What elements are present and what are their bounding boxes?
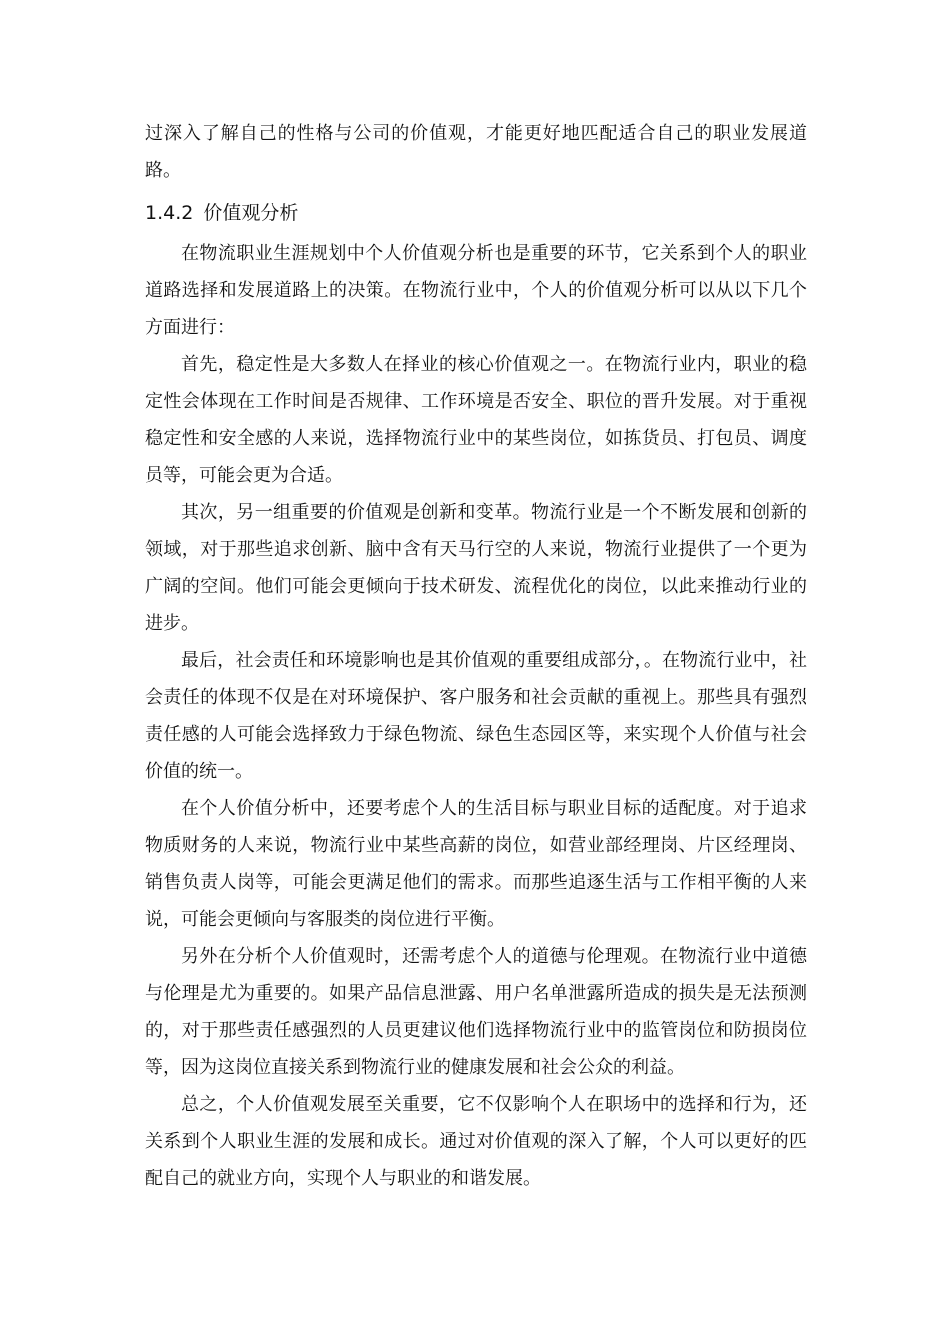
paragraph-stability: 首先，稳定性是大多数人在择业的核心价值观之一。在物流行业内，职业的稳定性会体现在工作时间是否规律、工作环境是否安全、职位的晋升发展。对于重视稳定性和安全感的人来说，选择物流行业中的某些岗位，如拣货员、打包员、调度员等，可能会更为合适。 [145, 354, 807, 486]
document-page [145, 115, 807, 1197]
section-heading [145, 193, 807, 233]
paragraph-innovation: 其次，另一组重要的价值观是创新和变革。物流行业是一个不断发展和创新的领域，对于那些追求创新、脑中含有天马行空的人来说，物流行业提供了一个更为广阔的空间。他们可能会更倾向于技术研发、流程优化的岗位，以此来推动行业的进步。 [145, 502, 807, 634]
paragraph-overview: 在物流职业生涯规划中个人价值观分析也是重要的环节，它关系到个人的职业道路选择和发展道路上的决策。在物流行业中，个人的价值观分析可以从以下几个方面进行： [145, 243, 807, 338]
section-number: 1.4.2 [145, 202, 194, 224]
paragraph-conclusion: 总之，个人价值观发展至关重要，它不仅影响个人在职场中的选择和行为，还关系到个人职业生涯的发展和成长。通过对价值观的深入了解，个人可以更好的匹配自己的就业方向，实现个人与职业的和谐发展。 [145, 1094, 807, 1189]
paragraph-social-responsibility: 最后，社会责任和环境影响也是其价值观的重要组成部分，。在物流行业中，社会责任的体现不仅是在对环境保护、客户服务和社会贡献的重视上。那些具有强烈责任感的人可能会选择致力于绿色物流、绿色生态园区等，来实现个人价值与社会价值的统一。 [145, 650, 807, 782]
intro-paragraph: 过深入了解自己的性格与公司的价值观，才能更好地匹配适合自己的职业发展道路。 [145, 123, 807, 181]
paragraph-life-goals: 在个人价值分析中，还要考虑个人的生活目标与职业目标的适配度。对于追求物质财务的人来说，物流行业中某些高薪的岗位，如营业部经理岗、片区经理岗、销售负责人岗等，可能会更满足他们的需求。而那些追逐生活与工作相平衡的人来说，可能会更倾向与客服类的岗位进行平衡。 [145, 798, 807, 930]
section-title: 价值观分析 [203, 202, 299, 224]
paragraph-ethics: 另外在分析个人价值观时，还需考虑个人的道德与伦理观。在物流行业中道德与伦理是尤为重要的。如果产品信息泄露、用户名单泄露所造成的损失是无法预测的，对于那些责任感强烈的人员更建议他们选择物流行业中的监管岗位和防损岗位等，因为这岗位直接关系到物流行业的健康发展和社会公众的利益。 [145, 946, 807, 1078]
